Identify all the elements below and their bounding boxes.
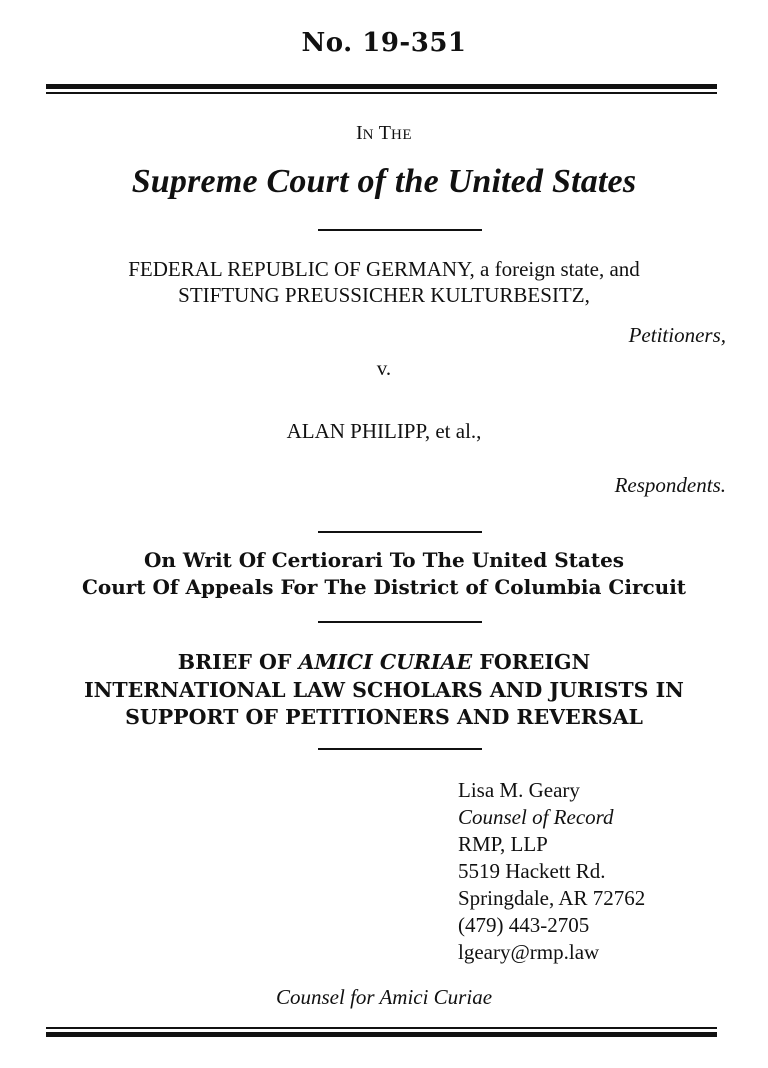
in-the-cap-1: I [356,122,363,144]
counsel-email: lgeary@rmp.law [458,940,600,964]
writ-line-2: Court Of Appeals For The District of Columbia Circuit [81,575,687,599]
respondents-label: Respondents. [614,473,726,497]
bottom-double-rule [46,1027,717,1039]
counsel-role: Counsel of Record [458,805,614,829]
brief-line-1-em: AMICI CURIAE [298,650,473,674]
counsel-name: Lisa M. Geary [458,778,580,802]
in-the-rest-2: HE [390,127,412,143]
divider-2 [318,531,482,533]
in-the-cap-2: T [378,122,391,144]
respondent-name: ALAN PHILIPP, et al., [286,419,482,443]
top-rule-thin [46,92,717,94]
versus: v. [376,356,392,380]
petitioner-line-1: FEDERAL REPUBLIC OF GERMANY, a foreign state, and [128,257,640,281]
petitioners-block [0,256,768,308]
divider-4 [318,748,482,750]
bottom-rule-thick [46,1032,717,1037]
counsel-block [458,777,645,966]
brief-line-1-post: FOREIGN [472,650,591,674]
brief-line-2: INTERNATIONAL LAW SCHOLARS AND JURISTS IN [84,677,684,702]
divider-3 [318,621,482,623]
divider-1 [318,229,482,231]
in-the-rest-1: N [362,127,375,143]
writ-heading [0,547,768,601]
writ-line-1: On Writ Of Certiorari To The United States [143,548,625,572]
counsel-phone: (479) 443-2705 [458,913,590,937]
counsel-city: Springdale, AR 72762 [458,886,646,910]
court-name: Supreme Court of the United States [131,163,637,200]
petitioner-line-2: STIFTUNG PREUSSICHER KULTURBESITZ, [178,283,590,307]
top-double-rule [46,84,717,96]
counsel-street: 5519 Hackett Rd. [458,859,606,883]
counsel-firm: RMP, LLP [458,832,548,856]
brief-title [0,649,768,732]
petitioners-label: Petitioners, [628,323,726,347]
counsel-for: Counsel for Amici Curiae [275,985,493,1009]
brief-line-1-pre: BRIEF OF [177,650,299,674]
brief-line-1 [0,649,768,677]
top-rule-thick [46,84,717,89]
bottom-rule-thin [46,1027,717,1029]
in-the-heading [0,122,768,145]
docket-number: No. 19-351 [301,28,467,58]
brief-line-3: SUPPORT OF PETITIONERS AND REVERSAL [125,705,643,729]
